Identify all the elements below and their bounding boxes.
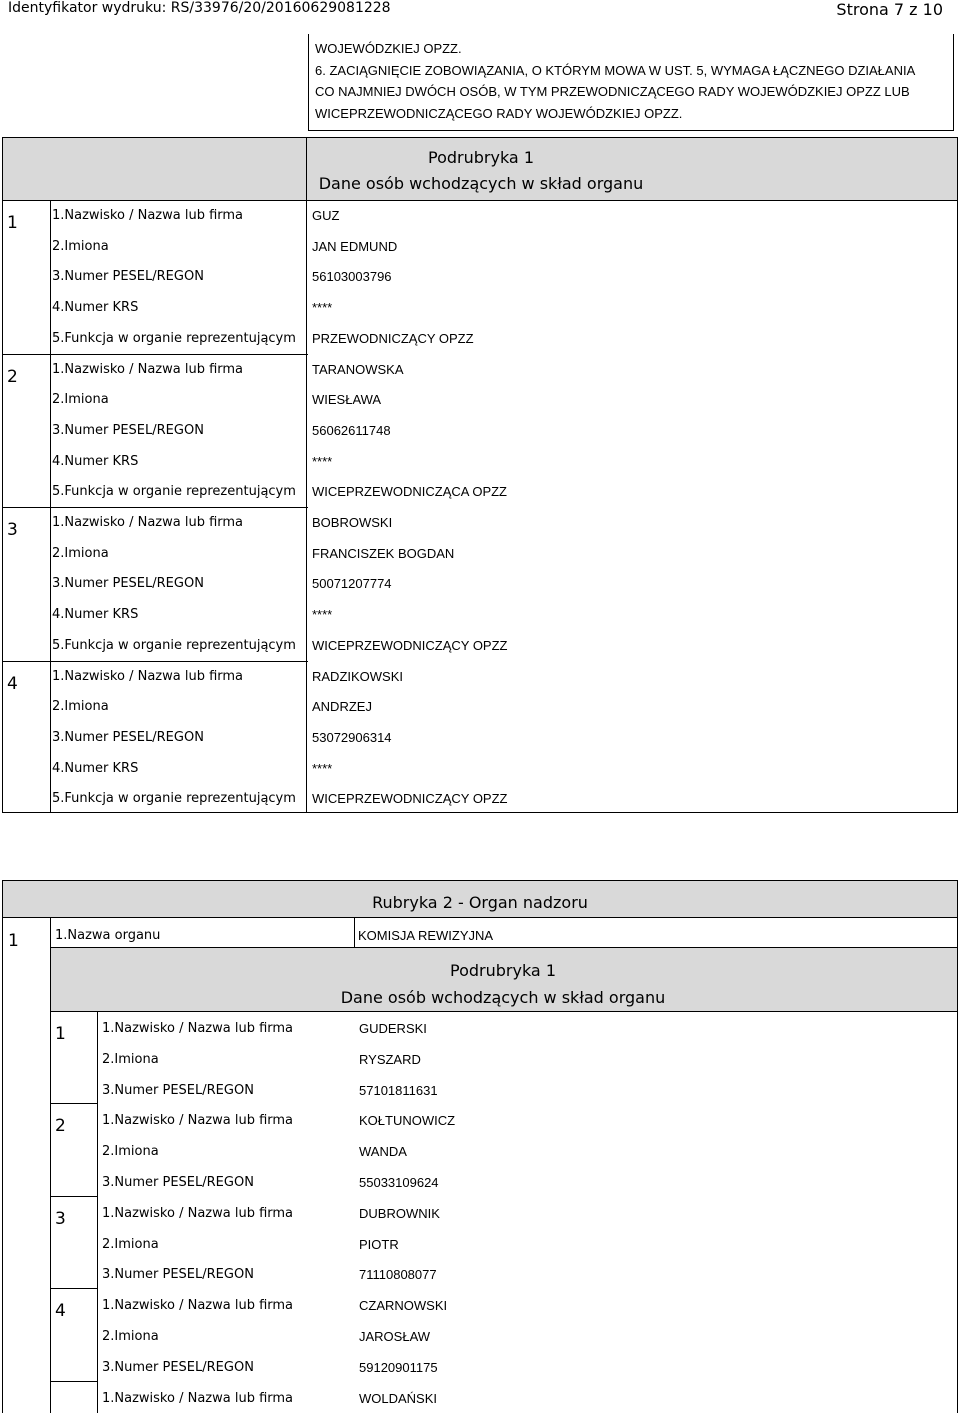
divider bbox=[50, 1196, 98, 1197]
previous-section-text bbox=[308, 34, 954, 131]
field-label: 1.Nazwisko / Nazwa lub firma bbox=[102, 1298, 294, 1314]
field-value: WICEPRZEWODNICZĄCY OPZZ bbox=[312, 791, 508, 807]
divider bbox=[306, 137, 307, 812]
field-value: GUDERSKI bbox=[359, 1021, 427, 1036]
field-label: 4.Numer KRS bbox=[52, 300, 139, 316]
field-value: **** bbox=[312, 453, 333, 469]
field-label: 1.Nazwisko / Nazwa lub firma bbox=[102, 1021, 294, 1036]
text-line: CO NAJMNIEJ DWÓCH OSÓB, W TYM PRZEWODNICZĄCEGO RADY WOJEWÓDZKIEJ OPZZ LUB bbox=[315, 84, 910, 99]
person-number: 2 bbox=[55, 1116, 66, 1137]
person-number: 1 bbox=[55, 1024, 66, 1044]
field-value: FRANCISZEK BOGDAN bbox=[312, 545, 455, 561]
field-label: 2.Imiona bbox=[102, 1236, 159, 1252]
person-number: 2 bbox=[7, 366, 18, 387]
divider bbox=[50, 917, 51, 1413]
field-value: RYSZARD bbox=[359, 1051, 421, 1067]
field-label: 2.Imiona bbox=[52, 545, 109, 561]
field-value: WICEPRZEWODNICZĄCA OPZZ bbox=[312, 484, 507, 500]
field-label: 3.Numer PESEL/REGON bbox=[102, 1267, 254, 1283]
field-value: 56103003796 bbox=[312, 269, 392, 285]
field-value: BOBROWSKI bbox=[312, 515, 393, 530]
organ-name-value: KOMISJA REWIZYJNA bbox=[358, 928, 494, 943]
text-line: WOJEWÓDZKIEJ OPZZ. bbox=[315, 41, 462, 56]
divider bbox=[97, 1012, 98, 1413]
field-value: PIOTR bbox=[359, 1236, 399, 1252]
person-number: 3 bbox=[7, 520, 18, 540]
field-value: WICEPRZEWODNICZĄCY OPZZ bbox=[312, 637, 508, 653]
divider bbox=[50, 1103, 98, 1104]
divider bbox=[2, 354, 308, 355]
field-label: 2.Imiona bbox=[102, 1144, 159, 1160]
board-title: Podrubryka 1 bbox=[428, 148, 534, 167]
field-label: 2.Imiona bbox=[52, 392, 109, 408]
field-value: JAN EDMUND bbox=[312, 238, 398, 254]
field-label: 2.Imiona bbox=[102, 1329, 159, 1344]
field-label: 3.Numer PESEL/REGON bbox=[102, 1082, 254, 1098]
field-label: 2.Imiona bbox=[102, 1051, 159, 1067]
field-value: WIESŁAWA bbox=[312, 392, 382, 408]
divider bbox=[50, 1288, 98, 1289]
field-value: KOŁTUNOWICZ bbox=[359, 1113, 456, 1129]
divider bbox=[2, 507, 308, 508]
divider bbox=[2, 200, 958, 201]
text-line: WICEPRZEWODNICZĄCEGO RADY WOJEWÓDZKIEJ OPZZ. bbox=[315, 105, 683, 121]
field-label: 2.Imiona bbox=[52, 699, 109, 715]
divider bbox=[50, 200, 51, 812]
supervision-sub-subtitle: Dane osób wchodzących w skład organu bbox=[340, 988, 666, 1007]
field-value: 55033109624 bbox=[359, 1175, 439, 1190]
field-value: RADZIKOWSKI bbox=[312, 668, 404, 684]
field-label: 1.Nazwisko / Nazwa lub firma bbox=[52, 515, 244, 530]
field-value: WOLDAŃSKI bbox=[359, 1390, 438, 1406]
person-number: 4 bbox=[55, 1301, 66, 1322]
board-members-section bbox=[2, 137, 958, 813]
field-value: **** bbox=[312, 607, 333, 623]
field-label: 3.Numer PESEL/REGON bbox=[52, 269, 204, 285]
field-value: **** bbox=[312, 300, 333, 316]
field-value: 71110808077 bbox=[359, 1267, 437, 1283]
text-line: 6. ZACIĄGNIĘCIE ZOBOWIĄZANIA, O KTÓRYM MOWA W UST. 5, WYMAGA ŁĄCZNEGO DZIAŁANIA bbox=[315, 62, 916, 78]
field-label: 5.Funkcja w organie reprezentującym bbox=[52, 637, 296, 653]
field-label: 3.Numer PESEL/REGON bbox=[52, 576, 204, 592]
field-label: 1.Nazwisko / Nazwa lub firma bbox=[102, 1113, 294, 1129]
divider bbox=[50, 1381, 98, 1382]
field-label: 1.Nazwisko / Nazwa lub firma bbox=[52, 668, 244, 684]
divider bbox=[2, 917, 958, 918]
field-label: 3.Numer PESEL/REGON bbox=[52, 729, 204, 745]
field-value: DUBROWNIK bbox=[359, 1205, 440, 1221]
person-number: 1 bbox=[7, 213, 18, 233]
field-label: 4.Numer KRS bbox=[52, 453, 139, 469]
page-number: Strona 7 z 10 bbox=[836, 0, 943, 19]
organ-name-label: 1.Nazwa organu bbox=[55, 928, 161, 943]
divider bbox=[50, 947, 958, 948]
field-label: 1.Nazwisko / Nazwa lub firma bbox=[102, 1205, 294, 1221]
field-label: 1.Nazwisko / Nazwa lub firma bbox=[52, 361, 244, 377]
field-label: 5.Funkcja w organie reprezentującym bbox=[52, 791, 296, 807]
supervision-title: Rubryka 2 - Organ nadzoru bbox=[372, 893, 588, 912]
field-value: PRZEWODNICZĄCY OPZZ bbox=[312, 330, 474, 346]
board-subtitle: Dane osób wchodzących w skład organu bbox=[318, 174, 644, 193]
field-value: JAROSŁAW bbox=[359, 1329, 431, 1344]
field-label: 4.Numer KRS bbox=[52, 760, 139, 776]
field-label: 3.Numer PESEL/REGON bbox=[102, 1175, 254, 1190]
divider bbox=[50, 1011, 958, 1012]
person-number: 4 bbox=[7, 673, 18, 694]
field-label: 1.Nazwisko / Nazwa lub firma bbox=[102, 1390, 294, 1406]
field-label: 3.Numer PESEL/REGON bbox=[52, 422, 204, 438]
field-label: 3.Numer PESEL/REGON bbox=[102, 1359, 254, 1375]
divider bbox=[354, 917, 355, 947]
field-value: 50071207774 bbox=[312, 576, 392, 592]
person-number: 3 bbox=[55, 1208, 66, 1229]
organ-number: 1 bbox=[8, 931, 19, 951]
field-label: 4.Numer KRS bbox=[52, 607, 139, 623]
field-label: 2.Imiona bbox=[52, 238, 109, 254]
supervision-sub-title: Podrubryka 1 bbox=[450, 961, 556, 980]
field-label: 5.Funkcja w organie reprezentującym bbox=[52, 330, 296, 346]
field-value: 56062611748 bbox=[312, 422, 391, 438]
field-value: CZARNOWSKI bbox=[359, 1298, 448, 1314]
field-value: ANDRZEJ bbox=[312, 699, 372, 715]
field-value: 59120901175 bbox=[359, 1359, 438, 1375]
field-value: **** bbox=[312, 760, 333, 776]
field-value: WANDA bbox=[359, 1144, 407, 1160]
field-label: 1.Nazwisko / Nazwa lub firma bbox=[52, 208, 244, 223]
field-value: TARANOWSKA bbox=[312, 361, 404, 377]
print-identifier: Identyfikator wydruku: RS/33976/20/20160629081228 bbox=[8, 0, 391, 16]
field-value: 57101811631 bbox=[359, 1082, 438, 1098]
field-value: GUZ bbox=[312, 208, 340, 223]
field-label: 5.Funkcja w organie reprezentującym bbox=[52, 484, 296, 500]
divider bbox=[2, 661, 308, 662]
field-value: 53072906314 bbox=[312, 729, 392, 745]
